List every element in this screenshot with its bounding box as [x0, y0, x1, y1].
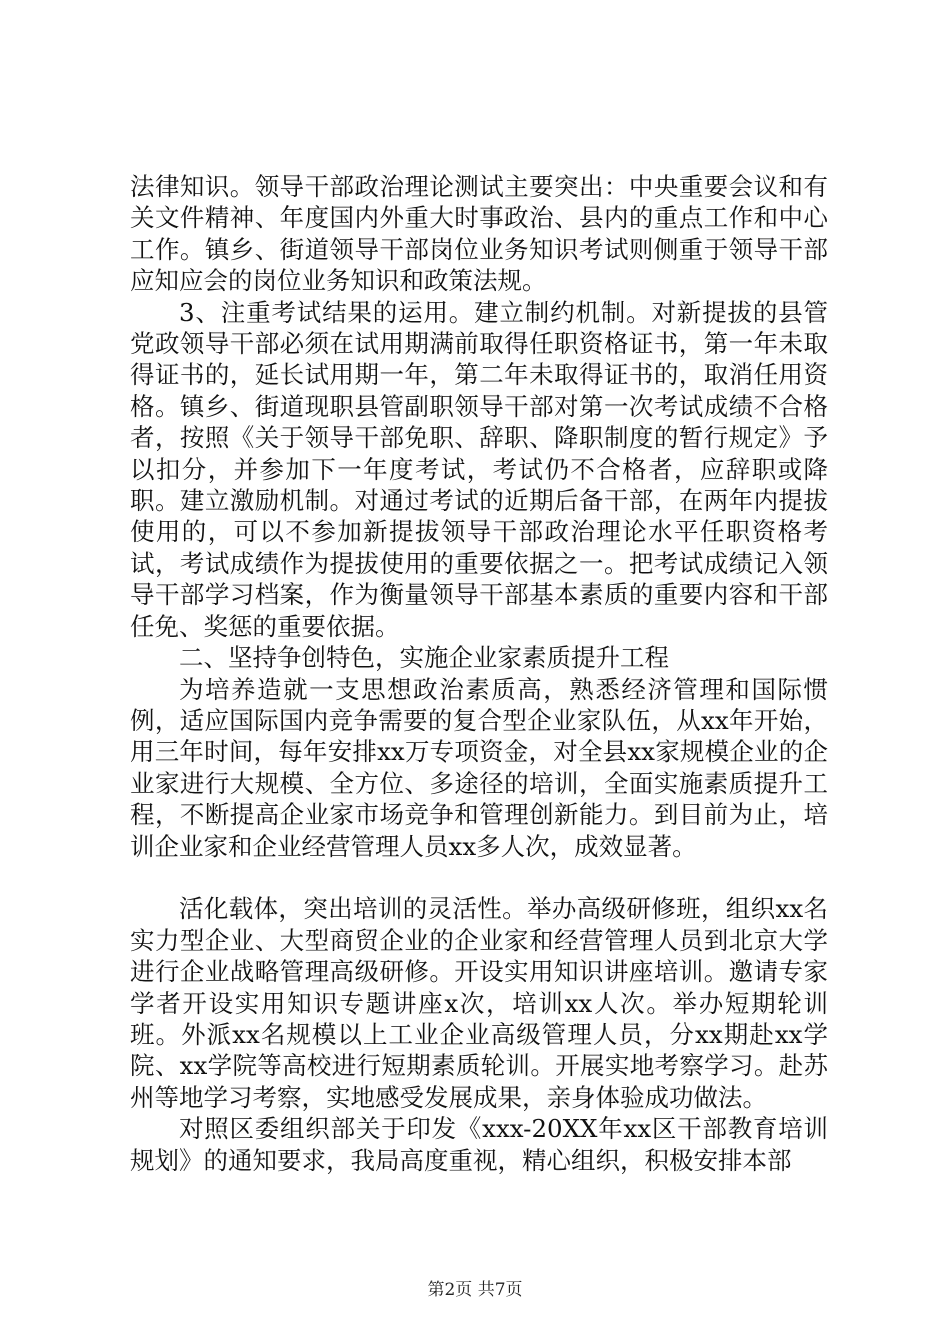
document-body: [130, 171, 828, 1176]
paragraph-entrepreneur-training: 为培养造就一支思想政治素质高，熟悉经济管理和国际惯例，适应国际国内竞争需要的复合型企业家队伍，从xx年开始，用三年时间，每年安排xx万专项资金，对全县xx家规模企业的企业家进行大规模、全方位、多途径的培训，全面实施素质提升工程，不断提高企业家市场竞争和管理创新能力。到目前为止，培训企业家和企业经营管理人员xx多人次，成效显著。: [130, 674, 828, 861]
paragraph-district-plan: 对照区委组织部关于印发《xxx-20XX年xx区干部教育培训规划》的通知要求，我局高度重视，精心组织，积极安排本部: [130, 1114, 828, 1175]
section-heading-entrepreneur: 二、坚持争创特色，实施企业家素质提升工程: [179, 643, 669, 673]
paragraph-flexible-carriers: 活化载体，突出培训的灵活性。举办高级研修班，组织xx名实力型企业、大型商贸企业的企业家和经营管理人员到北京大学进行企业战略管理高级研修。开设实用知识讲座培训。邀请专家学者开设实用知识专题讲座x次，培训xx人次。举办短期轮训班。外派xx名规模以上工业企业高级管理人员，分xx期赴xx学院、xx学院等高校进行短期素质轮训。开展实地考察学习。赴苏州等地学习考察，实地感受发展成果，亲身体验成功做法。: [130, 894, 828, 1112]
paragraph-exam-results: 3、注重考试结果的运用。建立制约机制。对新提拔的县管党政领导干部必须在试用期满前取得任职资格证书，第一年未取得证书的，延长试用期一年，第二年未取得证书的，取消任用资格。镇乡、街道现职县管副职领导干部对第一次考试成绩不合格者，按照《关于领导干部免职、辞职、降职制度的暂行规定》予以扣分，并参加下一年度考试，考试仍不合格者，应辞职或降职。建立激励机制。对通过考试的近期后备干部，在两年内提拔使用的，可以不参加新提拔领导干部政治理论水平任职资格考试，考试成绩作为提拔使用的重要依据之一。把考试成绩记入领导干部学习档案，作为衡量领导干部基本素质的重要内容和干部任免、奖惩的重要依据。: [130, 297, 828, 641]
page-footer: 第2页 共7页: [427, 1280, 523, 1300]
paragraph-gap: [130, 862, 828, 893]
paragraph-continuation: 法律知识。领导干部政治理论测试主要突出：中央重要会议和有关文件精神、年度国内外重大时事政治、县内的重点工作和中心工作。镇乡、街道领导干部岗位业务知识考试则侧重于领导干部应知应会的岗位业务知识和政策法规。: [130, 172, 828, 296]
